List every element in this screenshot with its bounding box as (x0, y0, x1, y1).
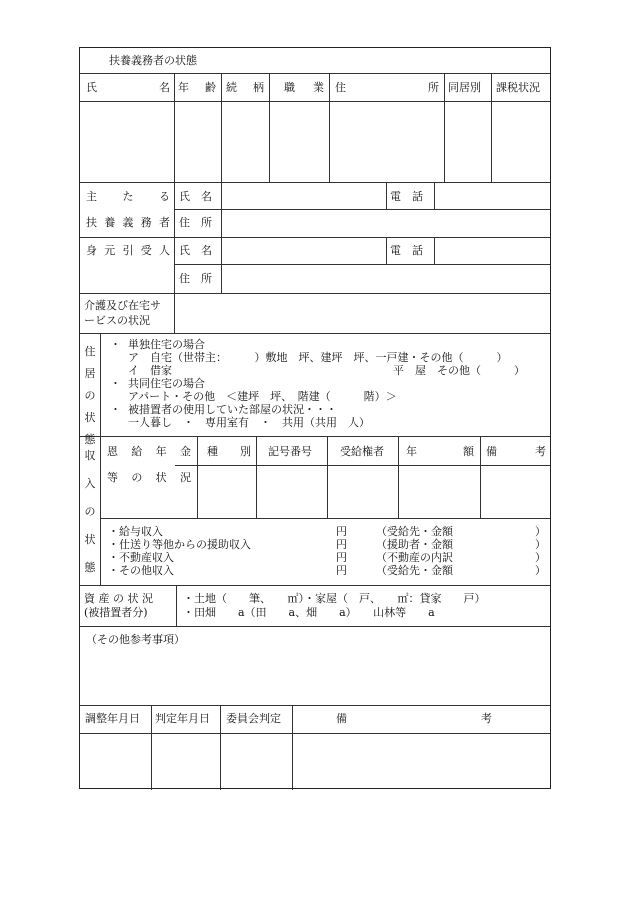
main-support-label-1: 主 た る (86, 190, 170, 203)
housing-bullet-3: ・ (110, 403, 121, 416)
main-support-tel-label: 電 話 (390, 190, 423, 203)
housing-room-options: 一人暮し ・ 専用室有 ・ 共用（共用 人） (128, 416, 370, 429)
housing-shared-title: 共同住宅の場合 (128, 377, 205, 390)
income-header-type: 種 別 (207, 445, 251, 458)
assets-label-1: 資 産 の 状 況 (84, 592, 153, 605)
care-label-2: ービスの状況 (84, 314, 150, 327)
header-address: 住 所 (335, 81, 439, 94)
housing-apartment: アパート・その他 ＜建坪 坪、 階建（ 階）＞ (128, 390, 397, 403)
income-header-remarks: 備 考 (486, 445, 546, 458)
housing-own-home: ア 自宅（世帯主： ）敷地 坪、建坪 坪、一戸建・その他（ ） (128, 351, 508, 364)
housing-room-status: 被措置者の使用していた部屋の状況・・・ (128, 403, 337, 416)
bottom-remarks-label: 備 考 (336, 712, 492, 725)
income-label: 収 入 の 状 態 (84, 449, 96, 574)
committee-label: 委員会判定 (226, 712, 281, 725)
income-pension-label-1: 恩 給 年 金 (107, 445, 191, 458)
section-title: 扶養義務者の状態 (109, 54, 197, 67)
income-pension-label-2: 等 の 状 況 (107, 471, 191, 484)
other-notes-label: （その他参考事項） (86, 633, 185, 646)
guarantor-tel-label: 電 話 (390, 244, 423, 257)
housing-bullet-2: ・ (110, 377, 121, 390)
housing-bullet-1: ・ (110, 338, 121, 351)
assets-fields-forest: ・田畑 a（田 a、畑 a） 山林等 a (183, 606, 435, 619)
housing-rental: イ 借家 (128, 364, 172, 377)
guarantor-name-label: 氏 名 (179, 244, 212, 257)
income-header-amount: 年 額 (406, 445, 474, 458)
header-age: 年 齢 (178, 81, 216, 94)
housing-rental-type: 平 屋 その他（ ） (393, 364, 525, 377)
header-relation: 続 柄 (226, 81, 264, 94)
assets-land-house: ・土地（ 筆、 ㎡）・家屋（ 戸、 ㎡：貸家 戸） (183, 592, 486, 605)
income-header-number: 記号番号 (268, 445, 312, 458)
guarantor-address-label: 住 所 (179, 272, 212, 285)
header-occupation: 職 業 (284, 81, 324, 94)
housing-single-title: 単独住宅の場合 (128, 338, 205, 351)
header-cohabit: 同居別 (448, 81, 481, 94)
form-sheet: 扶養義務者の状態 氏 名 年 齢 続 柄 職 業 住 所 同居別 課税状況 主 た る 扶 養 義 務 者 氏 名 住 所 電 話 身 元 引 受 人 氏 名 住 所 電 話 介護及び在宅サ ービスの状況 住 居 の 状 態 ・ 単独住宅の場合 ア 自宅（世帯主： ）敷地 坪、建坪 坪、一戸建・その他（ ） イ 借家 平 屋 その他（ ） ・ 共同住宅の場合 アパート・その他 ＜建坪 坪、 階建（ 階）＞ ・ 被措置者の使用していた部屋の状況・・・ 一人暮し ・ 専用室有 ・ 共用（共用 人） 収 入 の 状 態 恩 給 年 金 等 の 状 況 種 別 記号番号 受給権者 年 額 備 考 ・給与収入 円 （受給先・金額 ） ・仕送り等他からの援助収入 円 （援助者・金額 ） ・不動産収入 円 （不動産の内訳 ） ・その他収入 円 （受給先・金額 ） 資 産 の 状 況 (被措置者分) ・土地（ 筆、 ㎡）・家屋（ 戸、 ㎡：貸家 戸） ・田畑 a（田 a、畑 a） 山林等 a （その他参考事項） 調整年月日 判定年月日 委員会判定 備 考 (79, 47, 551, 789)
guarantor-label: 身 元 引 受 人 (86, 244, 170, 257)
header-name: 氏 名 (86, 81, 170, 94)
main-support-label-2: 扶 養 義 務 者 (86, 216, 170, 229)
care-label-1: 介護及び在宅サ (84, 299, 161, 312)
adjust-date-label: 調整年月日 (85, 712, 140, 725)
income-header-recipient: 受給権者 (340, 445, 384, 458)
main-support-address-label: 住 所 (179, 216, 212, 229)
housing-label: 住 居 の 状 態 (84, 345, 96, 446)
assets-label-2: (被措置者分) (84, 606, 148, 619)
decision-date-label: 判定年月日 (155, 712, 210, 725)
main-support-name-label: 氏 名 (179, 190, 212, 203)
header-tax: 課税状況 (496, 81, 540, 94)
